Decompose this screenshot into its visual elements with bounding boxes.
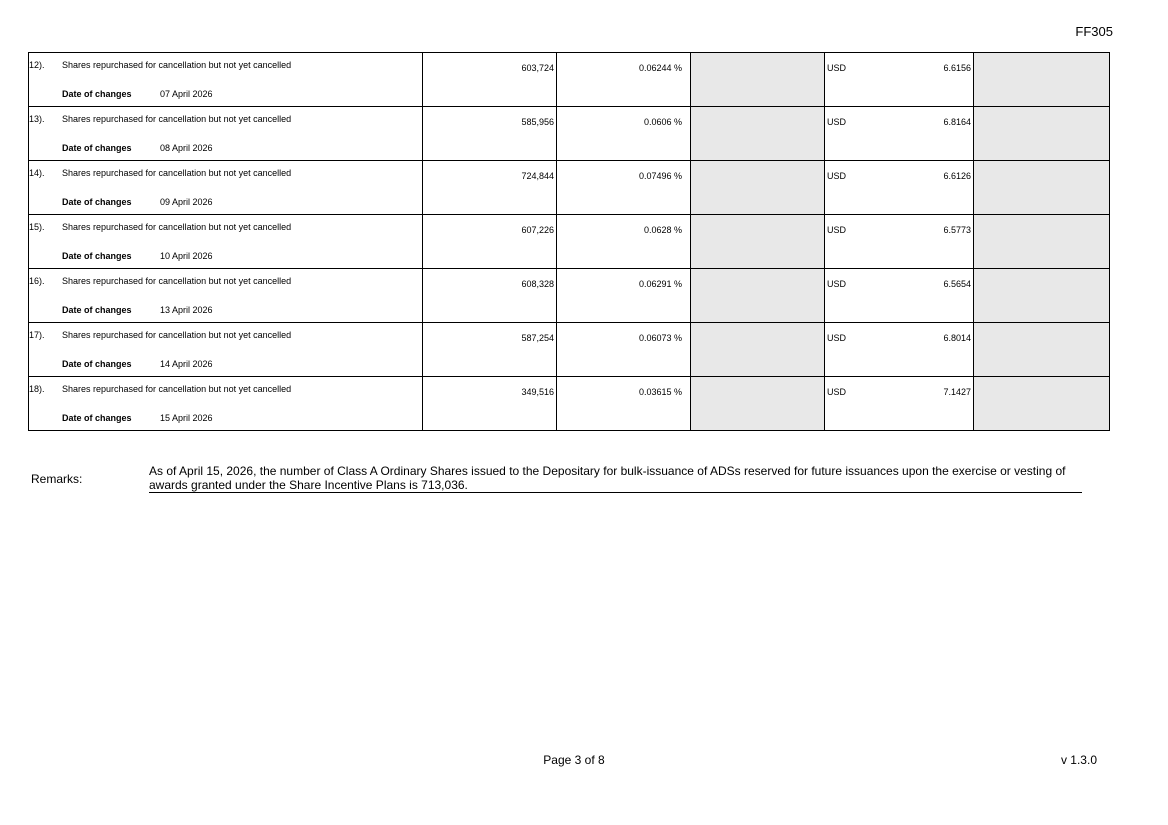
row-number: 17). <box>29 330 45 340</box>
price-value: 6.5654 <box>943 279 971 289</box>
shares-cell <box>423 215 557 269</box>
price-value: 6.8014 <box>943 333 971 343</box>
shares-cell <box>423 53 557 107</box>
date-of-changes-label: Date of changes <box>62 143 132 153</box>
date-of-changes: 07 April 2026 <box>160 89 213 99</box>
percent-value: 0.03615 % <box>638 387 682 397</box>
date-of-changes: 10 April 2026 <box>160 251 213 261</box>
currency-value: USD <box>827 387 847 397</box>
currency-value: USD <box>827 333 847 343</box>
shares-value: 608,328 <box>521 279 554 289</box>
table-row <box>29 269 1110 323</box>
shaded-cell <box>974 215 1110 269</box>
price-cell <box>825 107 974 161</box>
price-cell <box>825 377 974 431</box>
price-cell <box>825 161 974 215</box>
share-changes-table <box>28 52 1110 431</box>
shares-cell <box>423 107 557 161</box>
row-description: Shares repurchased for cancellation but not yet cancelled <box>62 168 292 178</box>
percent-cell <box>557 215 691 269</box>
date-of-changes: 09 April 2026 <box>160 197 213 207</box>
shaded-cell <box>691 215 825 269</box>
shaded-cell <box>691 323 825 377</box>
row-description-cell <box>29 269 423 323</box>
percent-value: 0.0606 % <box>643 117 682 127</box>
row-description-cell <box>29 323 423 377</box>
row-number: 16). <box>29 276 45 286</box>
row-number: 15). <box>29 222 45 232</box>
shares-value: 349,516 <box>521 387 554 397</box>
page-number: Page 3 of 8 <box>543 753 605 767</box>
price-value: 7.1427 <box>943 387 971 397</box>
price-cell <box>825 215 974 269</box>
row-number: 12). <box>29 60 45 70</box>
shares-cell <box>423 161 557 215</box>
percent-cell <box>557 377 691 431</box>
shares-value: 724,844 <box>521 171 554 181</box>
shaded-cell <box>691 53 825 107</box>
form-code: FF305 <box>1075 24 1113 39</box>
shares-value: 585,956 <box>521 117 554 127</box>
price-cell <box>825 269 974 323</box>
price-value: 6.8164 <box>943 117 971 127</box>
percent-cell <box>557 53 691 107</box>
currency-value: USD <box>827 171 847 181</box>
price-value: 6.5773 <box>943 225 971 235</box>
row-description: Shares repurchased for cancellation but not yet cancelled <box>62 60 292 70</box>
price-value: 6.6156 <box>943 63 971 73</box>
row-number: 18). <box>29 384 45 394</box>
row-description-cell <box>29 161 423 215</box>
date-of-changes: 13 April 2026 <box>160 305 213 315</box>
percent-value: 0.0628 % <box>643 225 682 235</box>
remarks-text: As of April 15, 2026, the number of Class A Ordinary Shares issued to the Depositary for bulk-issuance of ADSs reserved for future issuances upon the exercise or vesting of awards granted under the Share Incentive Plans is 713,036. <box>149 464 1082 493</box>
remarks-label: Remarks: <box>31 472 83 486</box>
row-description-cell <box>29 53 423 107</box>
currency-value: USD <box>827 279 847 289</box>
row-description-cell <box>29 377 423 431</box>
shares-cell <box>423 377 557 431</box>
percent-value: 0.07496 % <box>638 171 682 181</box>
date-of-changes-label: Date of changes <box>62 359 132 369</box>
currency-value: USD <box>827 225 847 235</box>
currency-value: USD <box>827 117 847 127</box>
shares-value: 607,226 <box>521 225 554 235</box>
price-value: 6.6126 <box>943 171 971 181</box>
shaded-cell <box>691 269 825 323</box>
row-description: Shares repurchased for cancellation but not yet cancelled <box>62 384 292 394</box>
shares-cell <box>423 323 557 377</box>
date-of-changes-label: Date of changes <box>62 197 132 207</box>
table-row <box>29 107 1110 161</box>
date-of-changes: 08 April 2026 <box>160 143 213 153</box>
date-of-changes: 15 April 2026 <box>160 413 213 423</box>
row-description-cell <box>29 107 423 161</box>
date-of-changes: 14 April 2026 <box>160 359 213 369</box>
price-cell <box>825 323 974 377</box>
price-cell <box>825 53 974 107</box>
table-row <box>29 53 1110 107</box>
percent-cell <box>557 269 691 323</box>
date-of-changes-label: Date of changes <box>62 89 132 99</box>
date-of-changes-label: Date of changes <box>62 251 132 261</box>
percent-value: 0.06073 % <box>638 333 682 343</box>
table-row <box>29 323 1110 377</box>
shares-cell <box>423 269 557 323</box>
percent-value: 0.06244 % <box>638 63 682 73</box>
shaded-cell <box>974 377 1110 431</box>
shaded-cell <box>974 53 1110 107</box>
shaded-cell <box>974 161 1110 215</box>
shares-value: 603,724 <box>521 63 554 73</box>
date-of-changes-label: Date of changes <box>62 305 132 315</box>
row-description-cell <box>29 215 423 269</box>
date-of-changes-label: Date of changes <box>62 413 132 423</box>
percent-cell <box>557 323 691 377</box>
form-version: v 1.3.0 <box>1060 753 1097 767</box>
row-number: 14). <box>29 168 45 178</box>
percent-cell <box>557 107 691 161</box>
row-description: Shares repurchased for cancellation but not yet cancelled <box>62 114 292 124</box>
row-description: Shares repurchased for cancellation but not yet cancelled <box>62 276 292 286</box>
shaded-cell <box>974 323 1110 377</box>
shaded-cell <box>974 107 1110 161</box>
shaded-cell <box>691 161 825 215</box>
shaded-cell <box>974 269 1110 323</box>
table-row <box>29 161 1110 215</box>
shaded-cell <box>691 377 825 431</box>
row-description: Shares repurchased for cancellation but not yet cancelled <box>62 330 292 340</box>
percent-cell <box>557 161 691 215</box>
row-number: 13). <box>29 114 45 124</box>
row-description: Shares repurchased for cancellation but not yet cancelled <box>62 222 292 232</box>
percent-value: 0.06291 % <box>638 279 682 289</box>
table-row <box>29 377 1110 431</box>
table-row <box>29 215 1110 269</box>
shares-value: 587,254 <box>521 333 554 343</box>
shaded-cell <box>691 107 825 161</box>
currency-value: USD <box>827 63 847 73</box>
